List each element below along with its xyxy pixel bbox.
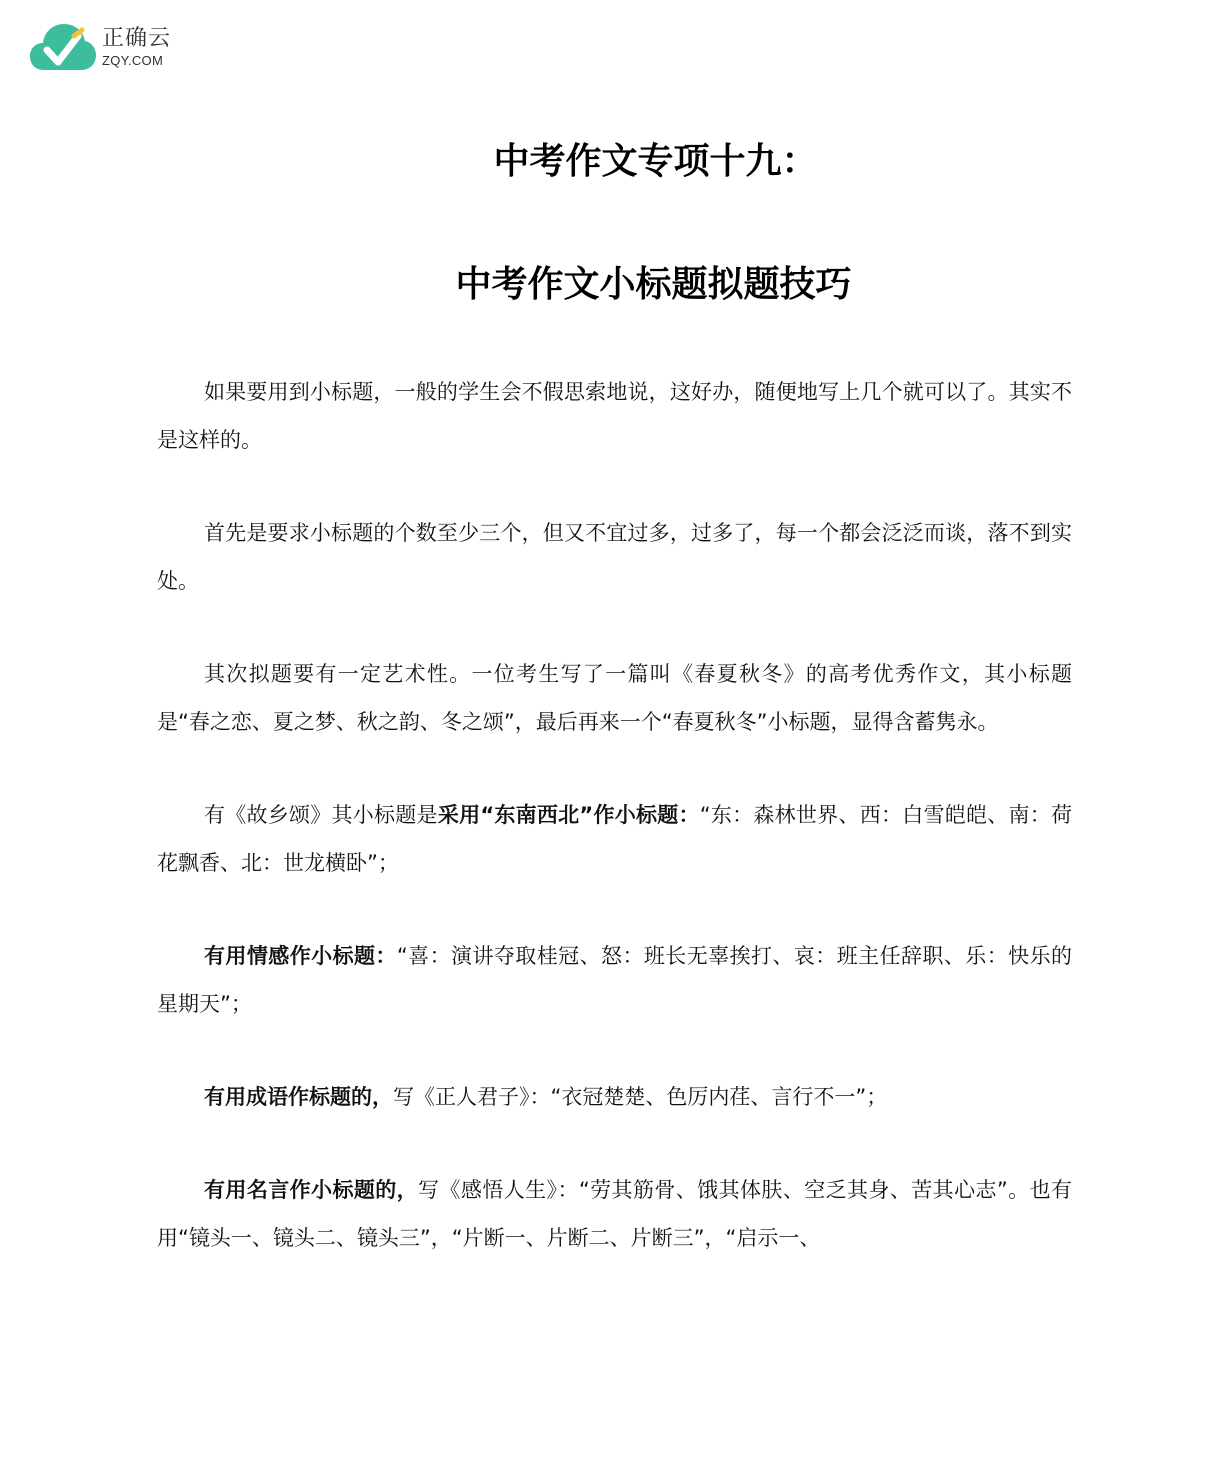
paragraph-6 (157, 1073, 1072, 1121)
paragraph-5 (157, 932, 1072, 1028)
paragraph-7-rest: 写《感悟人生》：“劳其筋骨、饿其体肤、空乏其身、苦其心志”。也有用“镜头一、镜头二、镜头三”，“片断一、片断二、片断三”，“启示一、 (157, 1178, 1073, 1250)
paragraph-5-rest: “喜：演讲夺取桂冠、怒：班长无辜挨打、哀：班主任辞职、乐：快乐的星期天”； (157, 944, 1072, 1016)
paragraph-4-lead: 有《故乡颂》其小标题是 (204, 803, 438, 827)
paragraph-1: 如果要用到小标题，一般的学生会不假思索地说，这好办，随便地写上几个就可以了。其实不是这样的。 (157, 380, 1072, 452)
paragraph-6-emphasis: 有用成语作标题的， (204, 1085, 393, 1109)
site-logo[interactable] (30, 22, 190, 74)
paragraph-3: 其次拟题要有一定艺术性。一位考生写了一篇叫《春夏秋冬》的高考优秀作文，其小标题是“春之恋、夏之梦、秋之韵、冬之颂”，最后再来一个“春夏秋冬”小标题，显得含蓄隽永。 (157, 662, 1072, 734)
logo-text-en: ZQY.COM (102, 53, 164, 68)
paragraph-7-emphasis: 有用名言作小标题的， (204, 1178, 419, 1202)
paragraph-4 (157, 791, 1072, 887)
document-title-line1: 中考作文专项十九： (493, 141, 818, 182)
document-title-line2: 中考作文小标题拟题技巧 (455, 264, 852, 305)
paragraph-5-emphasis: 有用情感作小标题： (204, 944, 397, 968)
paragraph-7 (157, 1166, 1072, 1262)
paragraph-4-rest: “东：森林世界、西：白雪皑皑、南：荷花飘香、北：世龙横卧”； (157, 803, 1072, 875)
document-body (157, 368, 1072, 1307)
cloud-check-logo-icon (30, 22, 96, 72)
paragraph-6-rest: 写《正人君子》：“衣冠楚楚、色厉内荏、言行不一”； (393, 1085, 888, 1109)
paragraph-4-emphasis: 采用“东南西北”作小标题： (437, 803, 700, 827)
logo-text-cn: 正确云 (102, 26, 172, 51)
paragraph-2: 首先是要求小标题的个数至少三个，但又不宜过多，过多了，每一个都会泛泛而谈，落不到实处。 (157, 521, 1072, 593)
